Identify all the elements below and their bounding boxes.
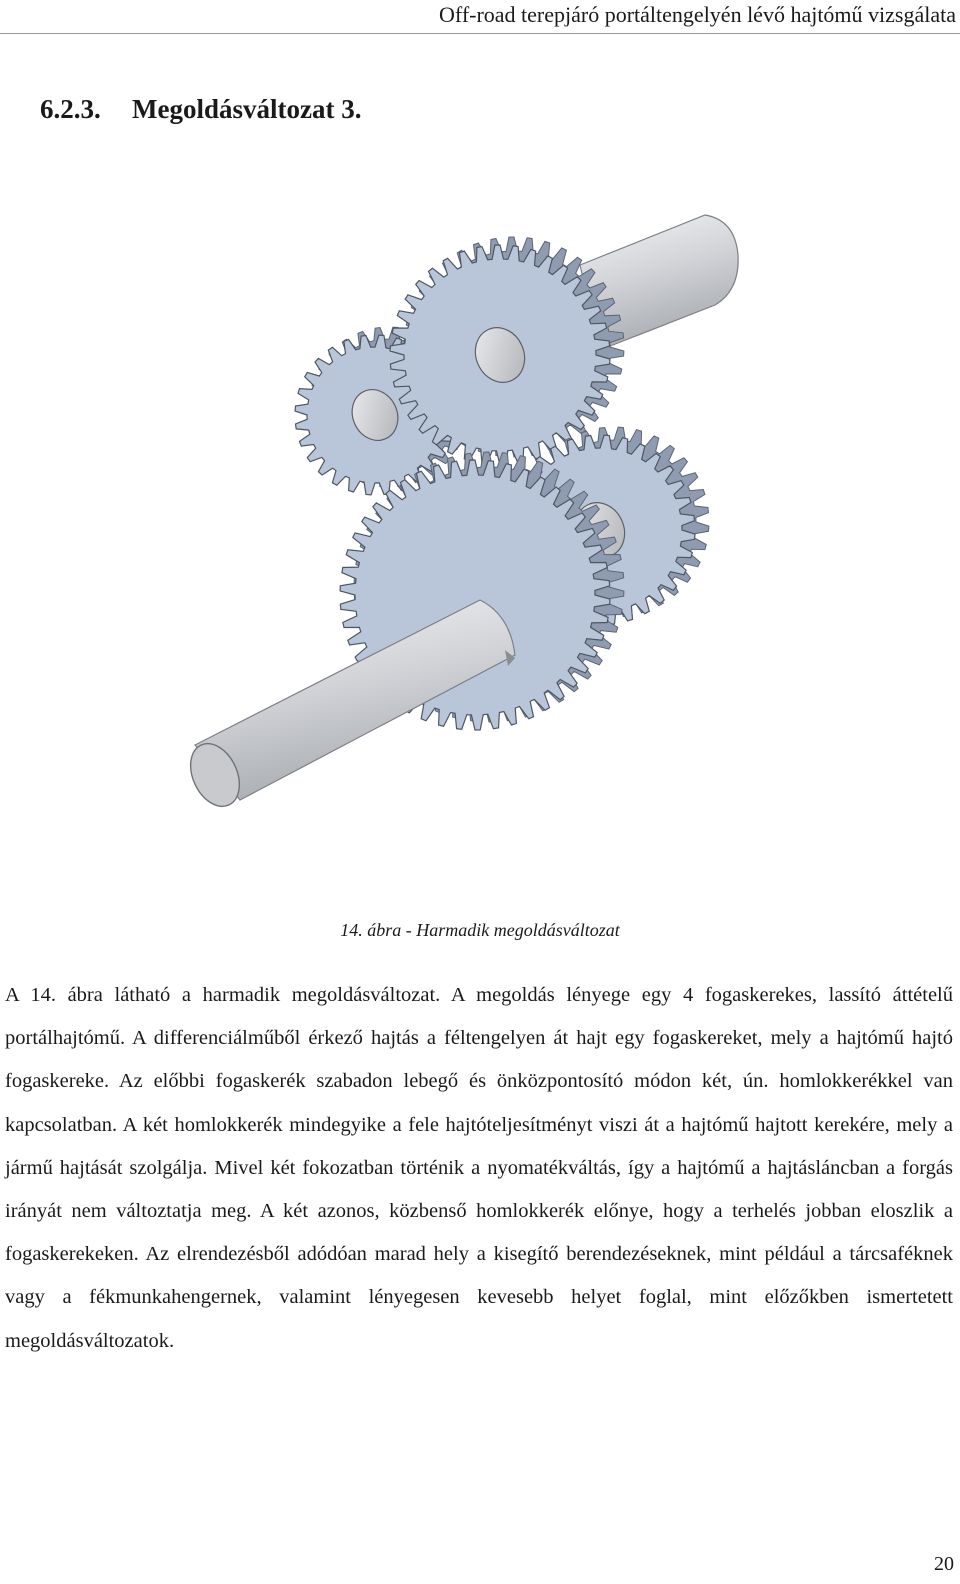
gearbox-figure: [0, 160, 960, 900]
running-header: Off-road terepjáró portáltengelyén lévő hajtómű vizsgálata: [439, 2, 956, 27]
gearbox-illustration: [0, 160, 960, 900]
top-gear: [390, 237, 624, 465]
page-number: 20: [934, 1553, 954, 1575]
body-paragraph: A 14. ábra látható a harmadik megoldásváltozat. A megoldás lényege egy 4 fogaskerekes, lassító áttételű portálhajtómű. A differenciálműből érkező hajtás a féltengelyen át hajt egy fogaskereket, mely a hajtómű hajtó fogaskereke. Az előbbi fogaskerék szabadon lebegő és önközpontosító módon két, ún. homlokkerékkel van kapcsolatban. A két homlokkerék mindegyike a fele hajtóteljesítményt viszi át a hajtómű hajtott kerekére, mely a jármű hajtását szolgálja. Mivel két fokozatban történik a nyomatékváltás, így a hajtómű a hajtásláncban a forgás irányát nem változtatja meg. A két azonos, közbenső homlokkerék előnye, hogy a terhelés jobban eloszlik a fogaskerekeken. Az elrendezésből adódóan marad hely a kisegítő berendezéseknek, mint például a tárcsaféknek vagy a fékmunkahengernek, valamint lényegesen kevesebb helyet foglal, mint előzőkben ismertetett megoldásváltozatok.: [5, 984, 953, 1352]
header-rule: [0, 33, 960, 34]
section-title: Megoldásváltozat 3.: [132, 94, 362, 124]
section-number: 6.2.3.: [40, 94, 101, 124]
figure-caption: 14. ábra - Harmadik megoldásváltozat: [340, 920, 620, 940]
section-heading: [40, 94, 361, 125]
